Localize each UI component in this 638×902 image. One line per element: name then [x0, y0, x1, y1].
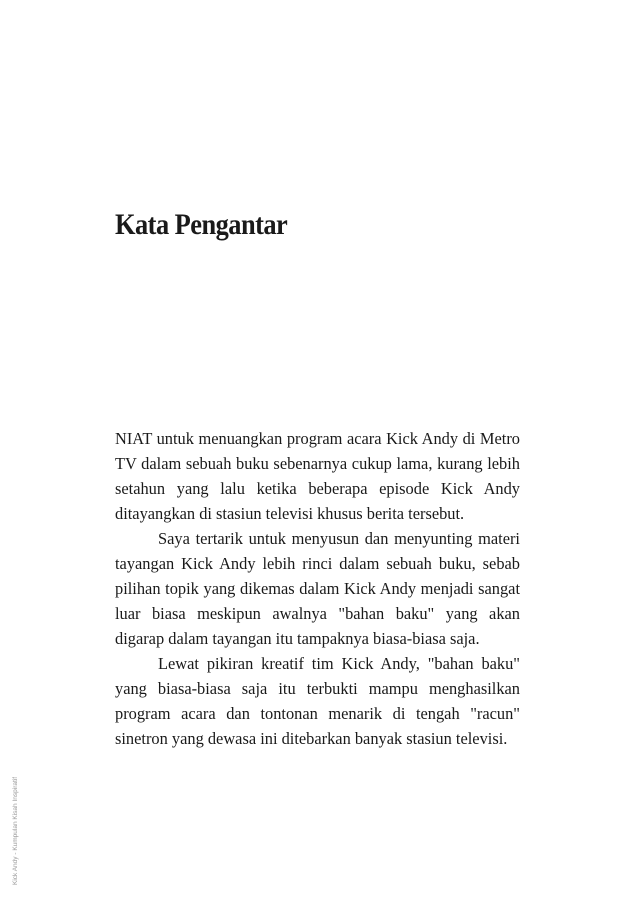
body-text — [115, 426, 520, 751]
margin-watermark-text: Kick Andy - Kumpulan Kisah Inspiratif — [12, 776, 19, 885]
paragraph-1: NIAT untuk menuangkan program acara Kick Andy di Metro TV dalam sebuah buku sebenarnya cukup lama, kurang lebih setahun yang lalu ketika beberapa episode Kick Andy ditayangkan di stasiun televisi khusus berita tersebut. — [115, 429, 520, 523]
paragraph-2: Saya tertarik untuk menyusun dan menyunting materi tayangan Kick Andy lebih rinci dalam sebuah buku, sebab pilihan topik yang dikemas dalam Kick Andy menjadi sangat luar biasa meskipun awalnya "bahan baku" yang akan digarap dalam tayangan itu tampaknya biasa-biasa saja. — [115, 529, 520, 648]
page-title: Kata Pengantar — [115, 208, 288, 241]
paragraph-3: Lewat pikiran kreatif tim Kick Andy, "bahan baku" yang biasa-biasa saja itu terbukti mampu menghasilkan program acara dan tontonan menarik di tengah "racun" sinetron yang dewasa ini ditebarkan banyak stasiun televisi. — [115, 654, 520, 748]
